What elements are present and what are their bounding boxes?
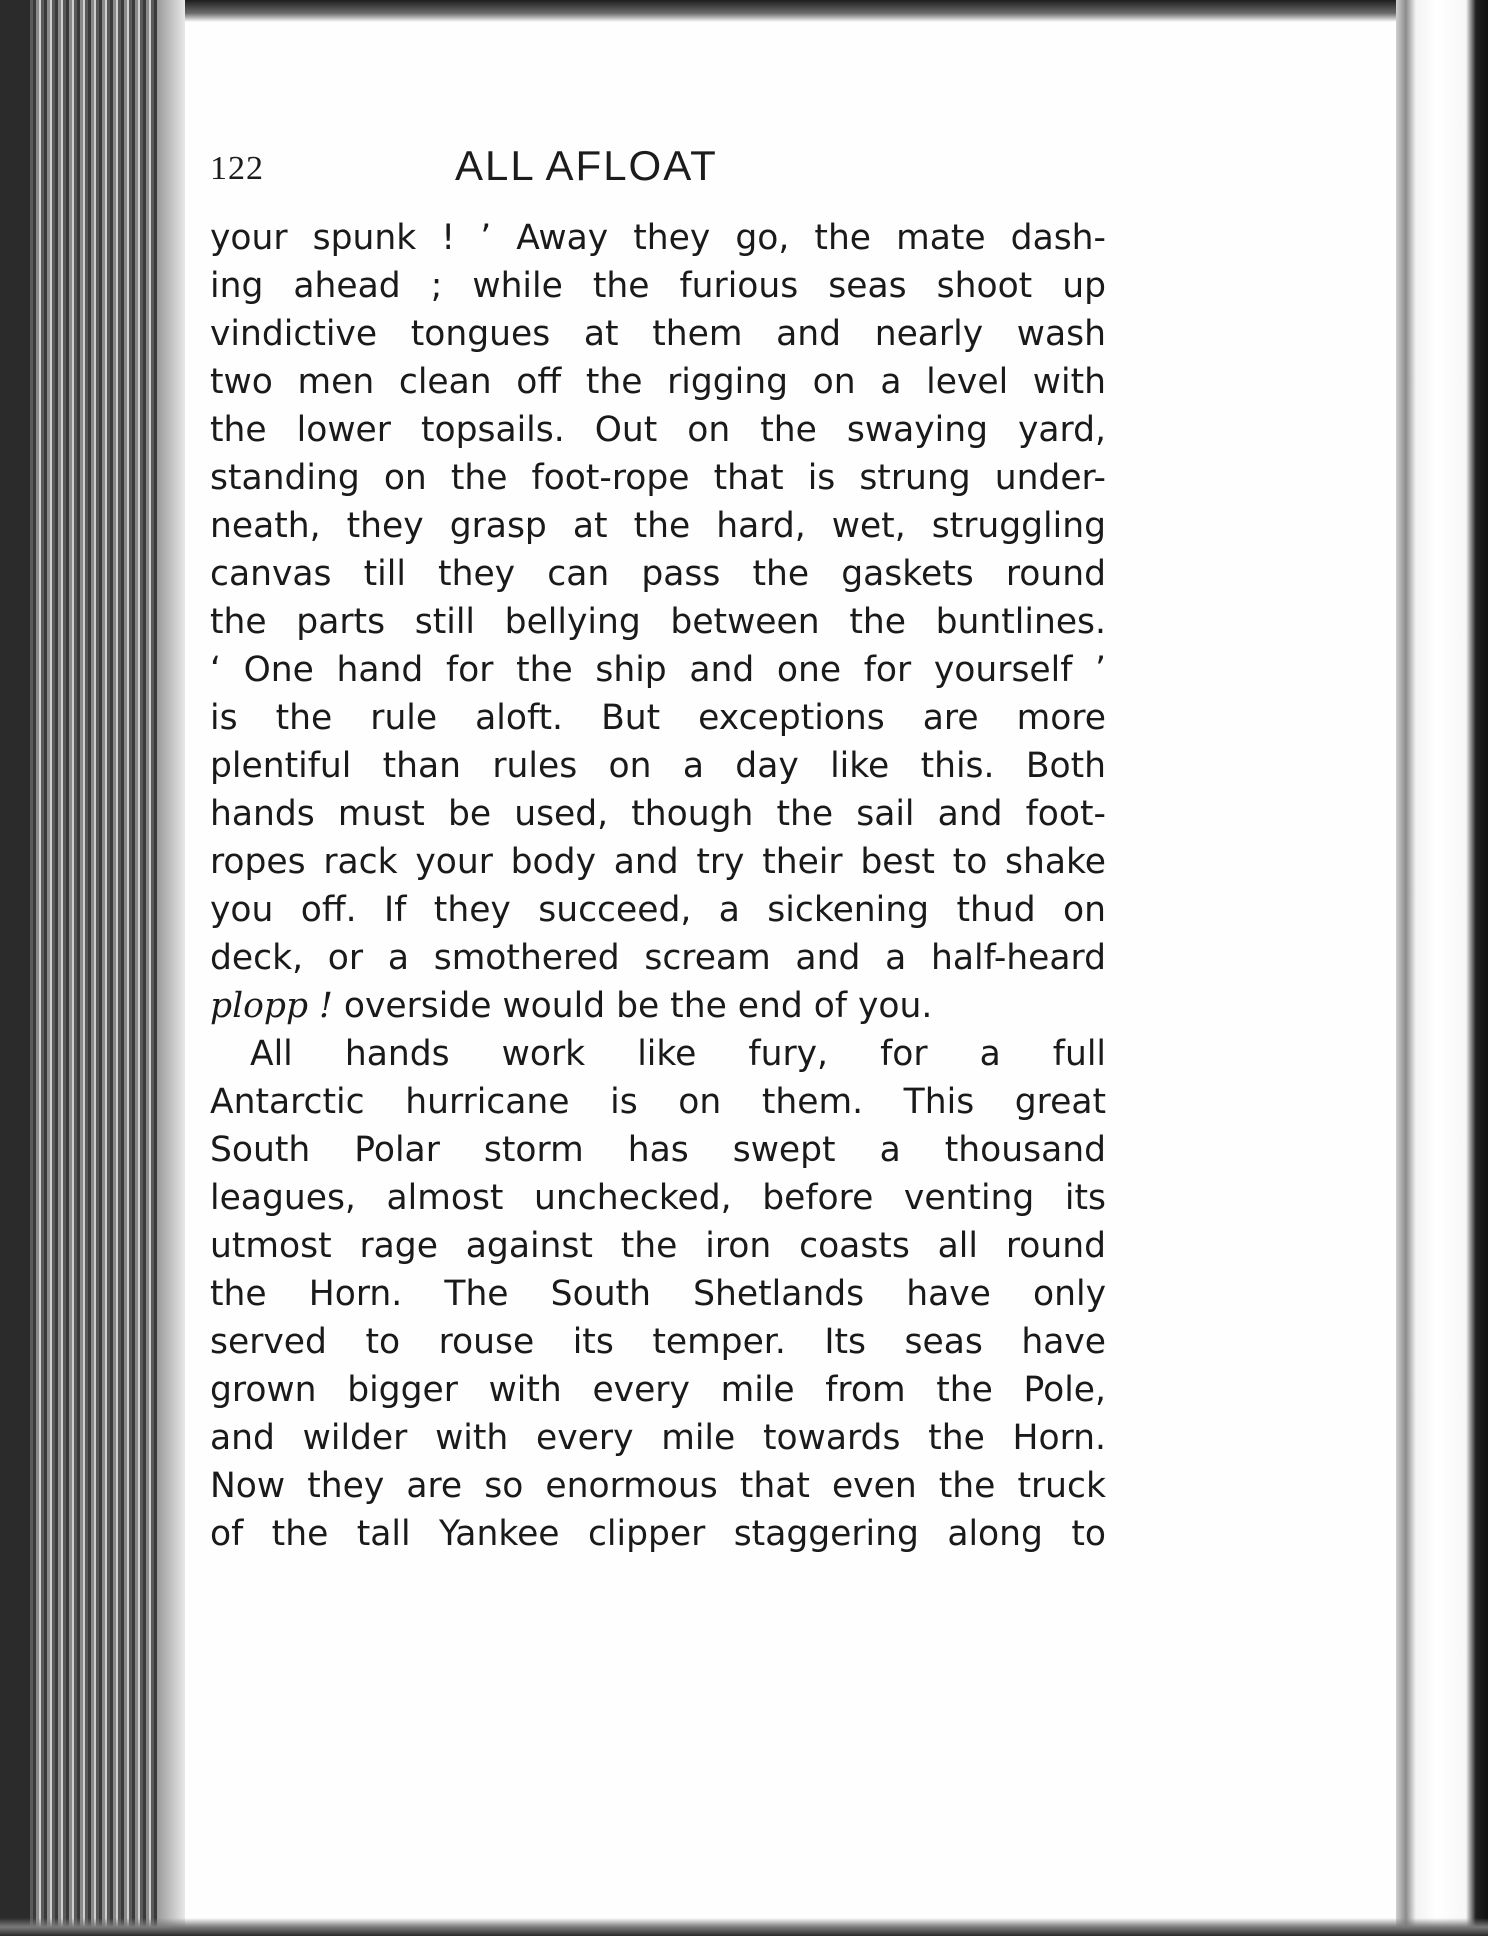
facing-page-edge (1396, 0, 1488, 1936)
text-line: hands must be used, though the sail and foot- (210, 794, 1106, 834)
text-line: Antarctic hurricane is on them. This great (210, 1082, 1106, 1122)
text-line: the parts still bellying between the buntlines. (210, 602, 1106, 642)
text-line: ‘ One hand for the ship and one for yourself ’ (210, 650, 1106, 690)
text-line: South Polar storm has swept a thousand (210, 1130, 1106, 1170)
bottom-scan-shadow (0, 1918, 1488, 1936)
text-line: the Horn. The South Shetlands have only (210, 1274, 1106, 1314)
text-line: is the rule aloft. But exceptions are more (210, 698, 1106, 738)
text-line: utmost rage against the iron coasts all round (210, 1226, 1106, 1266)
text-line: standing on the foot-rope that is strung under- (210, 458, 1106, 498)
page-header (210, 140, 1040, 200)
text-line: leagues, almost unchecked, before venting its (210, 1178, 1106, 1218)
text-line: ing ahead ; while the furious seas shoot up (210, 266, 1106, 306)
book-page-stack-edge (0, 0, 185, 1936)
paragraph-first-line: All hands work like fury, for a full (250, 1034, 1106, 1074)
text-line: grown bigger with every mile from the Pole, (210, 1370, 1106, 1410)
italic-line-rest: overside would be the end of you. (332, 986, 933, 1026)
gutter-shadow (157, 0, 185, 1936)
text-line: Now they are so enormous that even the truck (210, 1466, 1106, 1506)
page-number: 122 (210, 150, 264, 187)
book-cover-edge (0, 0, 30, 1936)
text-line: and wilder with every mile towards the Horn. (210, 1418, 1106, 1458)
text-line: your spunk ! ’ Away they go, the mate dash- (210, 218, 1106, 258)
text-line: deck, or a smothered scream and a half-heard (210, 938, 1106, 978)
text-line: ropes rack your body and try their best to shake (210, 842, 1106, 882)
text-line: canvas till they can pass the gaskets round (210, 554, 1106, 594)
text-line: vindictive tongues at them and nearly wash (210, 314, 1106, 354)
text-line: the lower topsails. Out on the swaying yard, (210, 410, 1106, 450)
text-line: served to rouse its temper. Its seas have (210, 1322, 1106, 1362)
top-scan-shadow (0, 0, 1488, 22)
text-line-with-italic (210, 982, 1106, 1030)
running-head-title: ALL AFLOAT (455, 142, 718, 189)
text-line: neath, they grasp at the hard, wet, struggling (210, 506, 1106, 546)
text-line: of the tall Yankee clipper staggering along to (210, 1514, 1106, 1554)
body-text (210, 214, 1106, 1558)
italic-word: plopp ! (210, 986, 333, 1026)
text-line: two men clean off the rigging on a level with (210, 362, 1106, 402)
text-line: plentiful than rules on a day like this. Both (210, 746, 1106, 786)
text-line: you off. If they succeed, a sickening thud on (210, 890, 1106, 930)
